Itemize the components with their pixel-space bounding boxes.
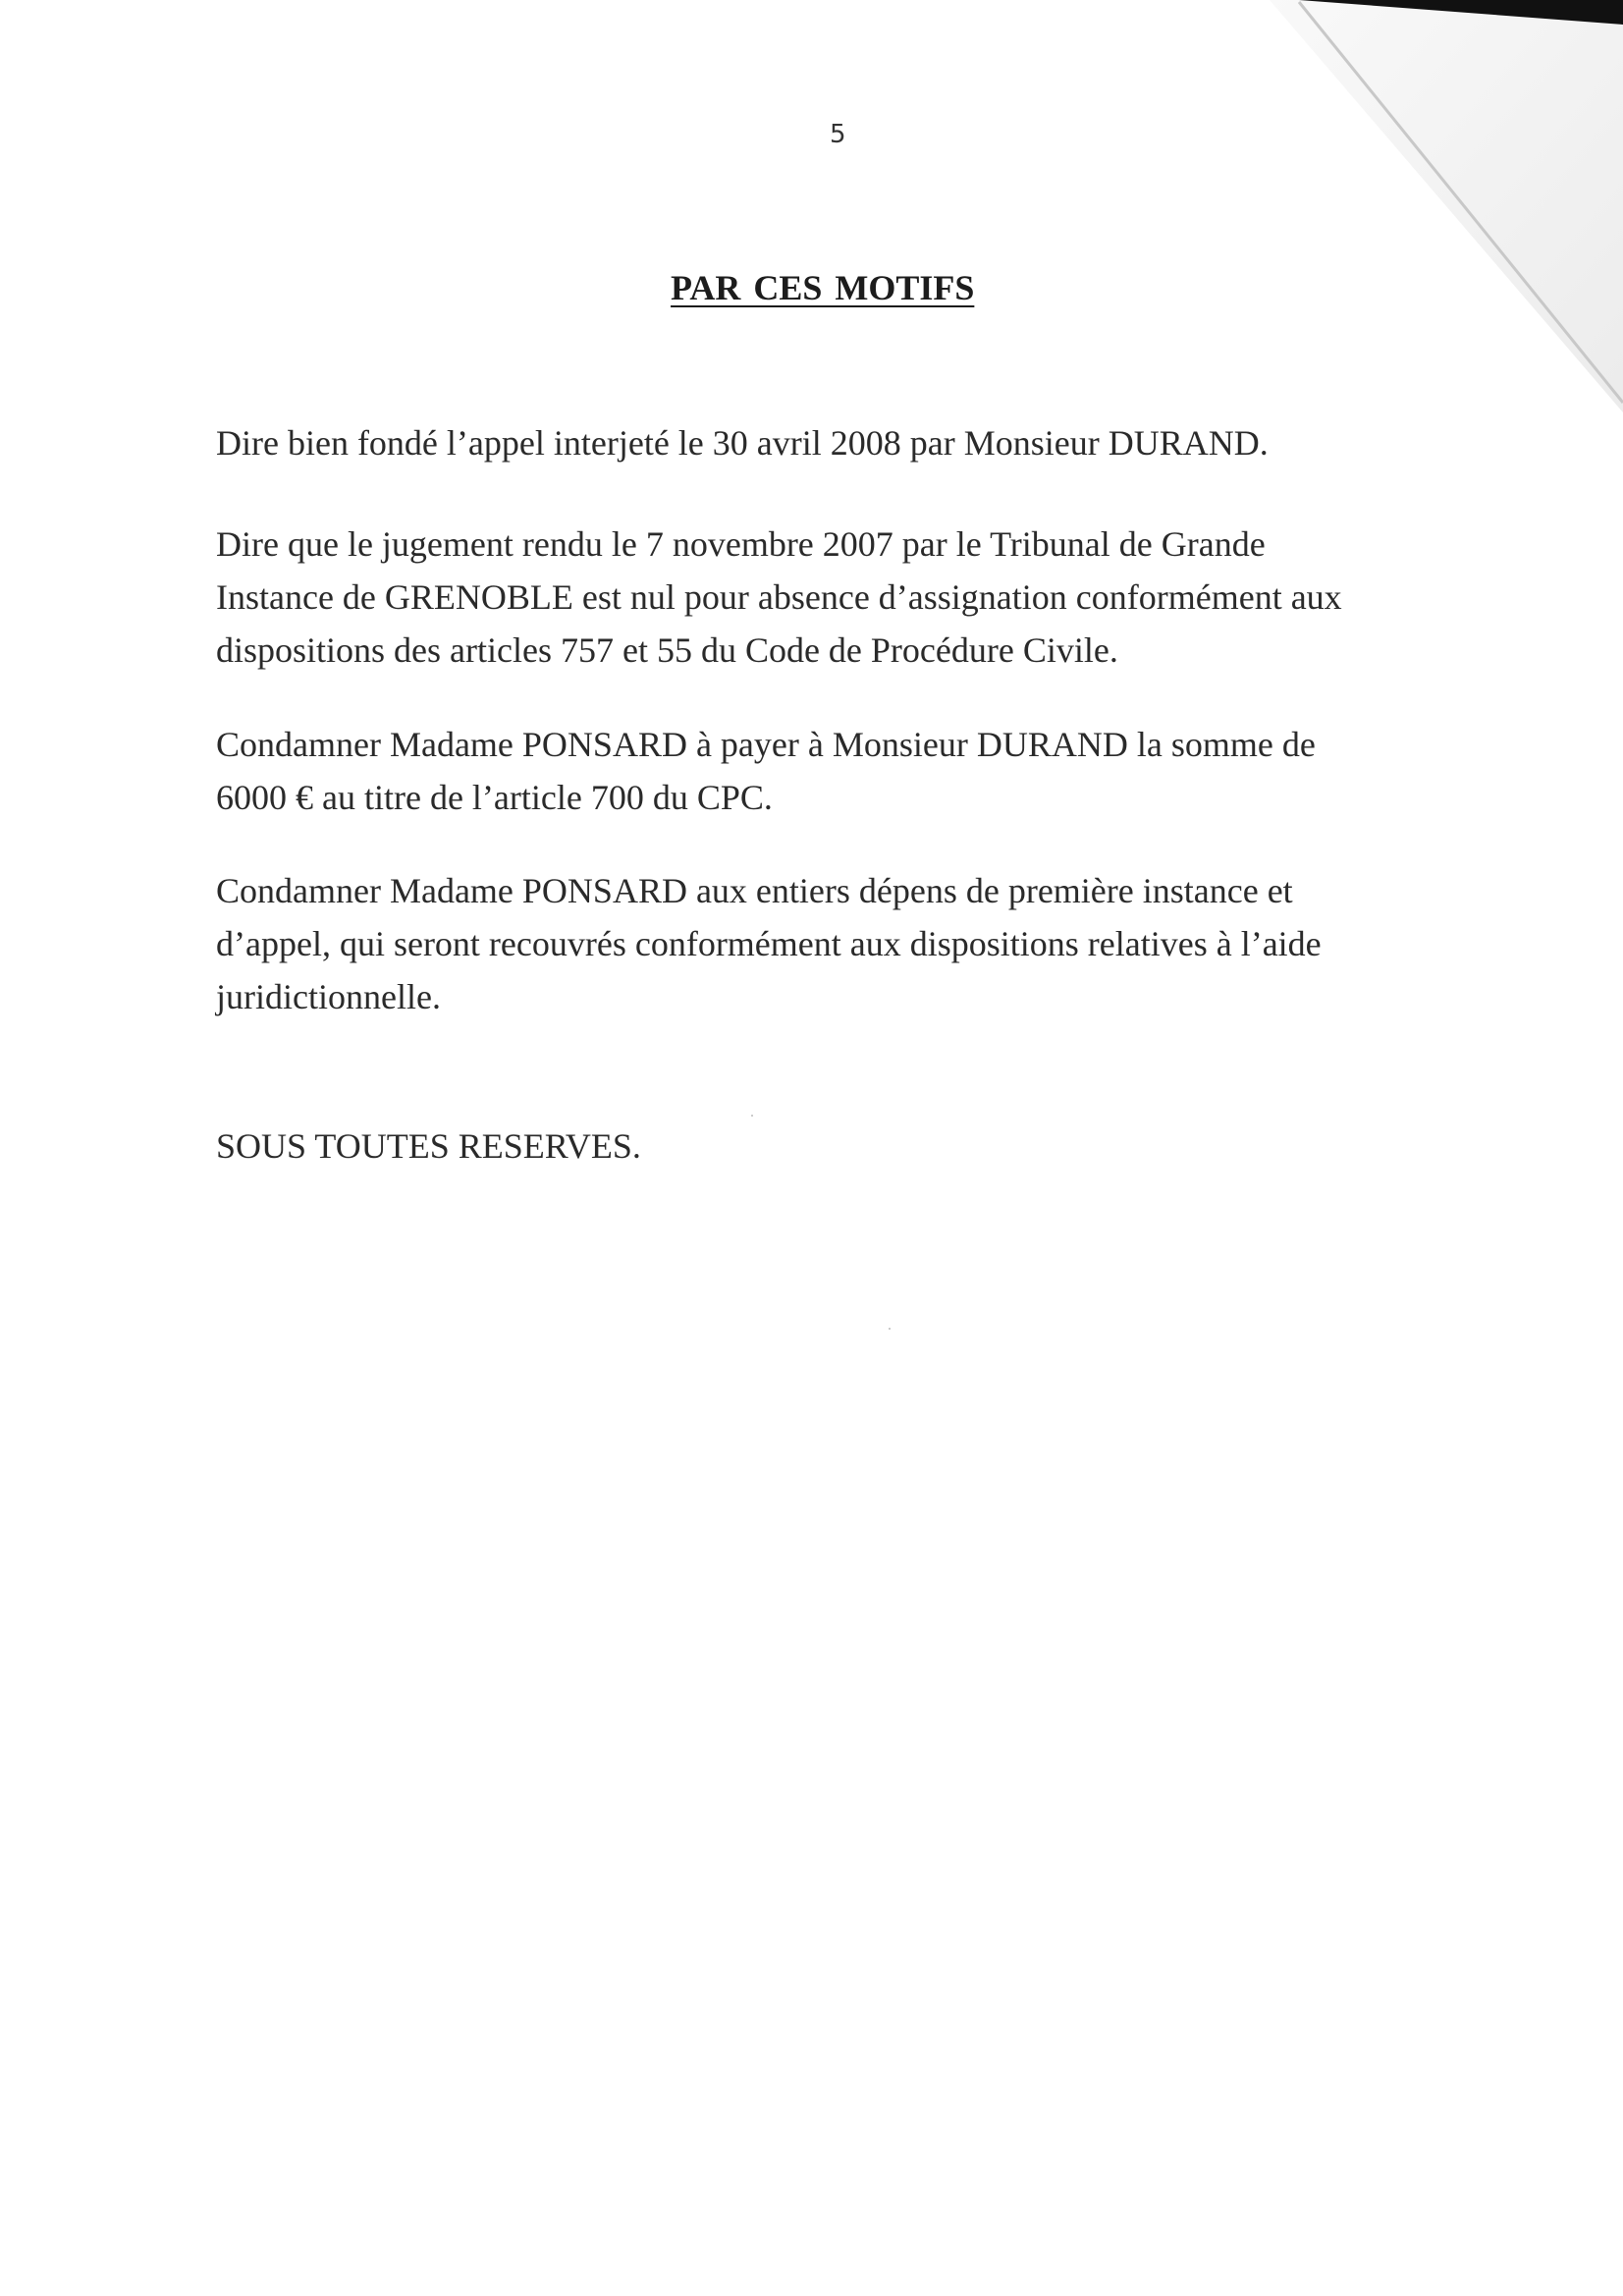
paragraph-payment xyxy=(216,718,1453,824)
paragraph-line: juridictionnelle. xyxy=(216,977,441,1016)
paragraph-line: Dire que le jugement rendu le 7 novembre 2007 par le Tribunal de Grande xyxy=(216,524,1266,564)
paragraph-line: d’appel, qui seront recouvrés conformément aux dispositions relatives à l’aide xyxy=(216,924,1322,963)
paragraph-line: Condamner Madame PONSARD à payer à Monsieur DURAND la somme de xyxy=(216,725,1316,764)
paragraph-line: Condamner Madame PONSARD aux entiers dépens de première instance et xyxy=(216,871,1293,910)
paragraph-line: dispositions des articles 757 et 55 du Code de Procédure Civile. xyxy=(216,630,1118,670)
paragraph-line: Instance de GRENOBLE est nul pour absence d’assignation conformément aux xyxy=(216,577,1342,617)
paragraph-costs xyxy=(216,864,1453,1023)
scan-speck xyxy=(751,1115,753,1117)
paragraph-line: 6000 € au titre de l’article 700 du CPC. xyxy=(216,778,773,817)
paragraph-line: Dire bien fondé l’appel interjeté le 30 avril 2008 par Monsieur DURAND. xyxy=(216,423,1269,463)
page-number: 5 xyxy=(830,120,846,149)
paragraph-judgment xyxy=(216,518,1453,677)
folded-corner-shadow xyxy=(1270,0,1623,412)
closing-reservation: SOUS TOUTES RESERVES. xyxy=(216,1126,641,1166)
scan-speck xyxy=(889,1328,891,1330)
paragraph-appeal xyxy=(216,416,1453,469)
section-title: PAR CES MOTIFS xyxy=(671,268,975,307)
